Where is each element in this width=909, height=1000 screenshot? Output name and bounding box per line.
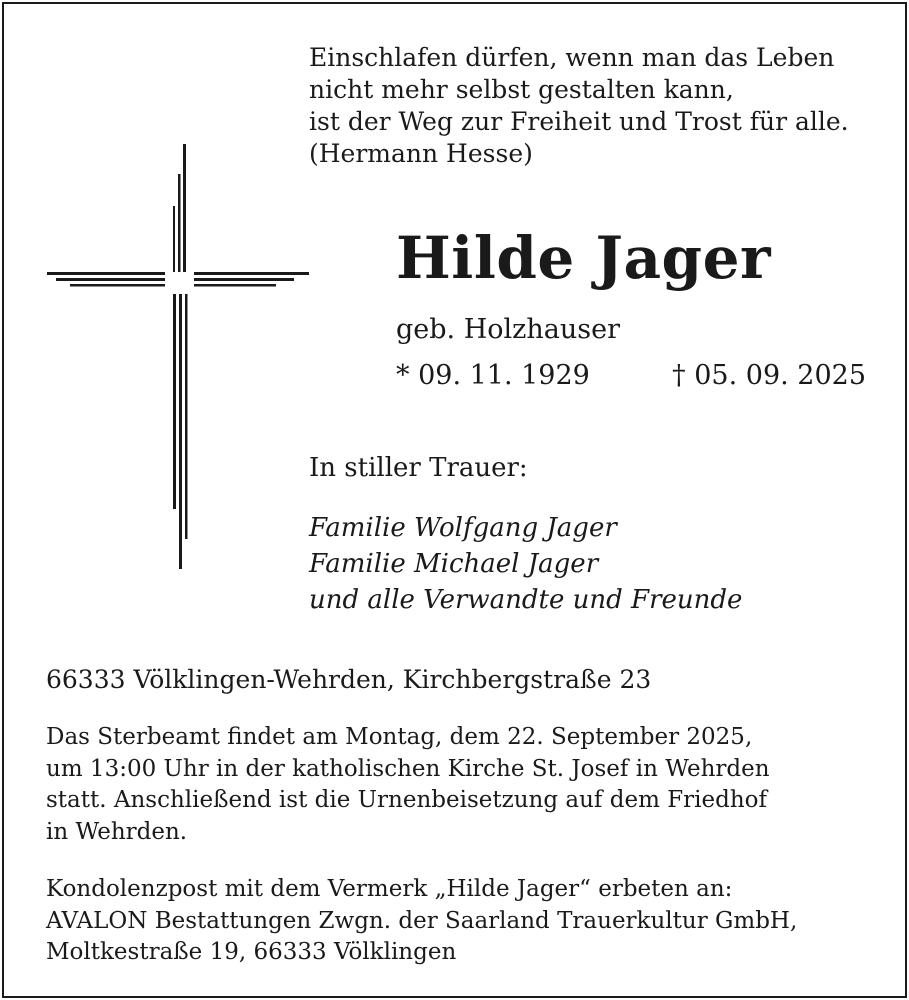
obituary-notice: [2, 2, 907, 998]
mourners-list: [309, 510, 742, 618]
service-line: statt. Anschließend ist die Urnenbeisetzung auf dem Friedhof: [46, 787, 768, 813]
quote-line: nicht mehr selbst gestalten kann,: [309, 75, 734, 104]
condolence-info: [46, 874, 797, 969]
mourner-line: Familie Michael Jager: [309, 549, 599, 579]
condolence-line: Moltkestraße 19, 66333 Völklingen: [46, 939, 457, 965]
hesse-quote: [309, 42, 849, 170]
service-line: in Wehrden.: [46, 818, 188, 845]
deceased-name: Hilde Jager: [396, 224, 772, 292]
mourner-line: und alle Verwandte und Freunde: [309, 585, 743, 615]
service-info: [46, 722, 770, 848]
service-line: Das Sterbeamt findet am Montag, dem 22. September 2025,: [46, 724, 753, 750]
cross-icon: [42, 144, 312, 579]
birth-name: geb. Holzhauser: [396, 314, 620, 345]
family-address: 66333 Völklingen-Wehrden, Kirchbergstraße 23: [46, 665, 652, 694]
quote-line: ist der Weg zur Freiheit und Trost für alle.: [309, 107, 849, 136]
mourning-label: In stiller Trauer:: [309, 453, 528, 483]
death-date: † 05. 09. 2025: [672, 360, 866, 391]
birth-date: * 09. 11. 1929: [396, 360, 590, 391]
condolence-line: Kondolenzpost mit dem Vermerk „Hilde Jager“ erbeten an:: [46, 876, 733, 902]
service-line: um 13:00 Uhr in der katholischen Kirche St. Josef in Wehrden: [46, 755, 770, 782]
quote-line: Einschlafen dürfen, wenn man das Leben: [309, 43, 835, 72]
mourner-line: Familie Wolfgang Jager: [309, 513, 617, 543]
condolence-line: AVALON Bestattungen Zwgn. der Saarland Trauerkultur GmbH,: [46, 907, 798, 934]
quote-attribution: (Hermann Hesse): [309, 139, 533, 168]
